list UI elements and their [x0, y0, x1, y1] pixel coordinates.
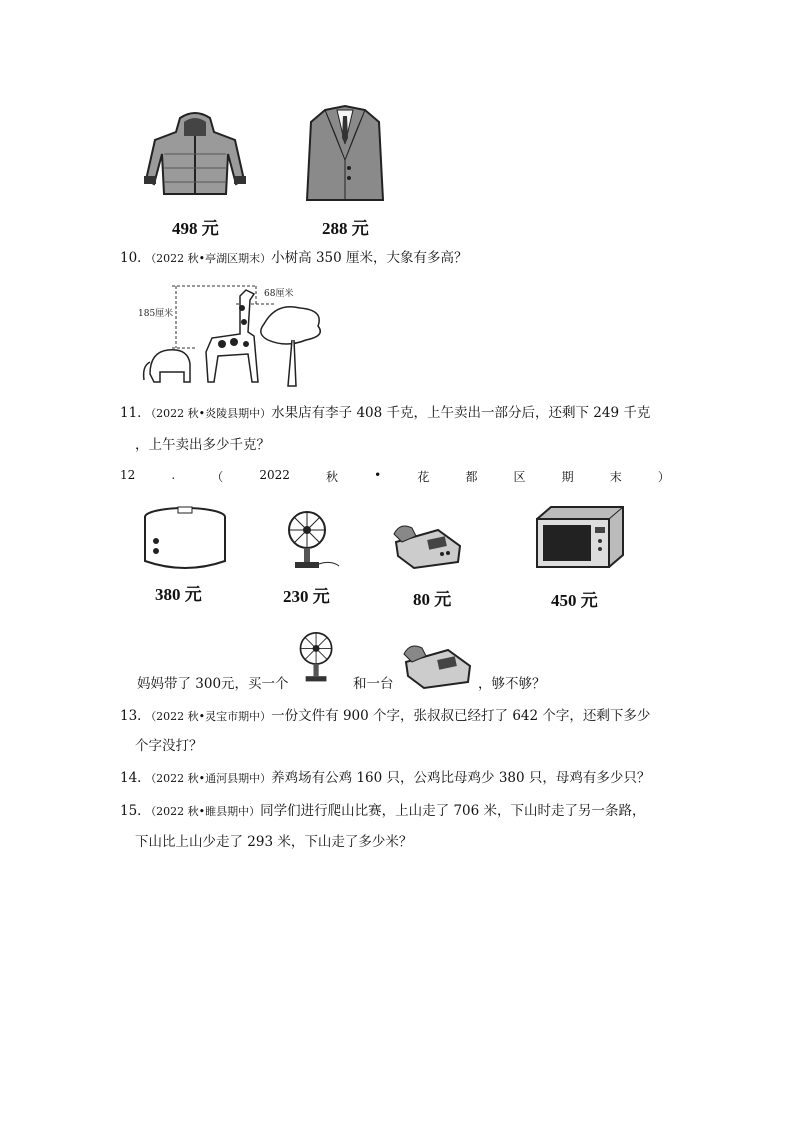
- q12-header-token: （: [211, 470, 224, 484]
- question-text: 同学们进行爬山比赛，上山走了 706 米，下山时走了另一条路，: [260, 803, 646, 819]
- suit-price: 288 元: [322, 219, 369, 238]
- suit-icon: [305, 104, 385, 204]
- telephone-price: 80 元: [413, 590, 452, 609]
- question-15-line2: 下山比上山少走了 293 米，下山走了多少米？: [135, 834, 413, 850]
- fan-small-icon: [297, 628, 349, 688]
- question-10: [120, 248, 468, 269]
- q12-header-token: ）: [657, 470, 670, 484]
- fan-icon: [285, 510, 345, 572]
- q12-header-token: 12: [120, 468, 136, 482]
- q12-sentence-c: ，够不够？: [478, 676, 546, 692]
- question-number: 10．: [120, 250, 151, 266]
- question-14: [120, 768, 650, 789]
- question-number: 13．: [120, 708, 151, 724]
- tree-diff-label: 68厘米: [264, 289, 294, 299]
- fan-price: 230 元: [283, 587, 330, 606]
- q12-sentence-a: 妈妈带了 300元，买一个: [137, 676, 289, 692]
- rice-cooker-icon: [138, 505, 233, 573]
- elephant-giraffe-tree-figure: [136, 282, 336, 392]
- microwave-icon: [533, 505, 625, 571]
- telephone-small-icon: [402, 640, 474, 690]
- microwave-price: 450 元: [551, 591, 598, 610]
- question-number: 15．: [120, 803, 151, 819]
- question-text: 一份文件有 900 个字，张叔叔已经打了 642 个字，还剩下多少: [271, 708, 651, 724]
- q12-header-token: 期: [561, 470, 574, 484]
- question-source: （2022 秋•炎陵县期中）: [150, 407, 272, 420]
- question-15-line1: [120, 801, 646, 822]
- q12-header-token: 花: [417, 470, 430, 484]
- question-text: 养鸡场有公鸡 160 只，公鸡比母鸡少 380 只，母鸡有多少只？: [271, 770, 651, 786]
- question-text: 小树高 350 厘米，大象有多高？: [271, 250, 468, 266]
- question-source: （2022 秋•睢县期中）: [150, 805, 261, 818]
- q12-header-token: 末: [609, 470, 622, 484]
- question-source: （2022 秋•灵宝市期中）: [150, 710, 272, 723]
- question-12-header: [120, 468, 670, 485]
- q12-header-token: .: [171, 468, 176, 482]
- telephone-icon: [392, 520, 464, 570]
- jacket-icon: [140, 110, 250, 200]
- question-11-line1: [120, 403, 650, 424]
- question-source: （2022 秋•亭湖区期末）: [150, 252, 272, 265]
- question-number: 11．: [120, 405, 151, 421]
- question-text: 水果店有李子 408 千克，上午卖出一部分后，还剩下 249 千克: [271, 405, 651, 421]
- question-11-line2: ，上午卖出多少千克？: [135, 437, 270, 453]
- jacket-price: 498 元: [172, 219, 219, 238]
- question-number: 14．: [120, 770, 151, 786]
- rice-cooker-price: 380 元: [155, 585, 202, 604]
- question-source: （2022 秋•通河县期中）: [150, 772, 272, 785]
- q12-header-token: 2022: [259, 468, 290, 482]
- question-13-line2: 个字没打？: [135, 738, 203, 754]
- q12-header-token: •: [374, 468, 382, 482]
- q12-header-token: 都: [465, 470, 478, 484]
- q12-header-token: 秋: [326, 470, 339, 484]
- giraffe-height-label: 185厘米: [138, 309, 174, 319]
- q12-header-token: 区: [513, 470, 526, 484]
- question-13-line1: [120, 706, 650, 727]
- q12-sentence-b: 和一台: [353, 676, 394, 692]
